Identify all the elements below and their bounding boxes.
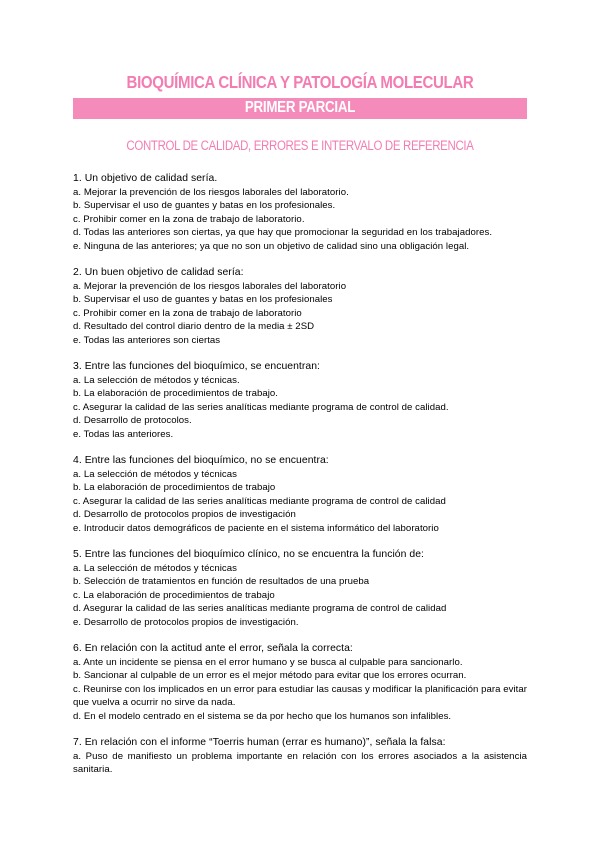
option-a: a. Mejorar la prevención de los riesgos laborales del laboratorio: [73, 280, 347, 292]
question-text: 6. En relación con la actitud ante el error, señala la correcta:: [73, 643, 353, 654]
question-3: [73, 360, 527, 441]
question-text: 5. Entre las funciones del bioquímico clínico, no se encuentra la función de:: [73, 549, 424, 560]
option-d: d. En el modelo centrado en el sistema se da por hecho que los humanos son infalibles.: [73, 710, 452, 722]
question-text: 4. Entre las funciones del bioquímico, no se encuentra:: [73, 455, 329, 466]
document-title: BIOQUÍMICA CLÍNICA Y PATOLOGÍA MOLECULAR: [126, 72, 474, 92]
subtitle-band: [73, 98, 527, 119]
option-e: e. Todas las anteriores son ciertas: [73, 334, 221, 346]
option-a: a. Ante un incidente se piensa en el error humano y se busca al culpable para sancionarlo.: [73, 656, 463, 668]
option-d: d. Desarrollo de protocolos.: [73, 415, 192, 426]
option-b: b. La elaboración de procedimientos de trabajo: [73, 482, 276, 493]
question-text: 7. En relación con el informe “Toerris human (errar es humano)”, señala la falsa:: [73, 737, 446, 748]
question-7: [73, 736, 527, 777]
option-c: c. La elaboración de procedimientos de trabajo: [73, 589, 275, 601]
option-c: c. Prohibir comer en la zona de trabajo de laboratorio: [73, 307, 302, 319]
option-b: b. La elaboración de procedimientos de trabajo.: [73, 388, 279, 399]
option-c: c. Reunirse con los implicados en un error para estudiar las causas y modificar la planificación para evitar que vuelva a ocurrir no sirve da nada.: [73, 683, 527, 708]
option-d: d. Resultado del control diario dentro de la media ± 2SD: [73, 321, 315, 332]
question-4: [73, 454, 527, 535]
option-a: a. Puso de manifiesto un problema importante en relación con los errores asociados a la asistencia sanitaria.: [73, 750, 527, 775]
question-2: [73, 266, 527, 347]
option-e: e. Ninguna de las anteriores; ya que no son un objetivo de calidad sino una obligación legal.: [73, 240, 470, 252]
question-list: [73, 172, 527, 790]
option-b: b. Sancionar al culpable de un error es el mejor método para evitar que los errores ocurran.: [73, 670, 467, 681]
option-a: a. La selección de métodos y técnicas: [73, 468, 237, 480]
option-b: b. Supervisar el uso de guantes y batas en los profesionales: [73, 294, 333, 305]
option-d: d. Asegurar la calidad de las series analíticas mediante programa de control de calidad: [73, 603, 447, 614]
option-b: b. Selección de tratamientos en función de resultados de una prueba: [73, 576, 370, 587]
question-text: 1. Un objetivo de calidad sería.: [73, 173, 218, 184]
question-6: [73, 642, 527, 723]
option-a: a. La selección de métodos y técnicas.: [73, 374, 240, 386]
option-a: a. La selección de métodos y técnicas: [73, 562, 237, 574]
document-subtitle: PRIMER PARCIAL: [244, 99, 356, 116]
option-a: a. Mejorar la prevención de los riesgos laborales del laboratorio.: [73, 186, 349, 198]
option-e: e. Todas las anteriores.: [73, 428, 174, 440]
question-text: 3. Entre las funciones del bioquímico, se encuentran:: [73, 361, 320, 372]
option-c: c. Asegurar la calidad de las series analíticas mediante programa de control de calidad: [73, 495, 446, 507]
option-d: d. Todas las anteriores son ciertas, ya que hay que promocionar la seguridad en los trabajadores.: [73, 227, 493, 238]
question-1: [73, 172, 527, 253]
option-c: c. Prohibir comer en la zona de trabajo de laboratorio.: [73, 213, 305, 225]
option-e: e. Introducir datos demográficos de paciente en el sistema informático del laboratorio: [73, 522, 439, 534]
question-5: [73, 548, 527, 629]
question-text: 2. Un buen objetivo de calidad sería:: [73, 267, 244, 278]
option-d: d. Desarrollo de protocolos propios de investigación: [73, 509, 296, 520]
option-c: c. Asegurar la calidad de las series analíticas mediante programa de control de calidad.: [73, 401, 449, 413]
option-b: b. Supervisar el uso de guantes y batas en los profesionales.: [73, 200, 336, 211]
section-heading: CONTROL DE CALIDAD, ERRORES E INTERVALO DE REFERENCIA: [126, 138, 474, 153]
option-e: e. Desarrollo de protocolos propios de investigación.: [73, 616, 299, 628]
